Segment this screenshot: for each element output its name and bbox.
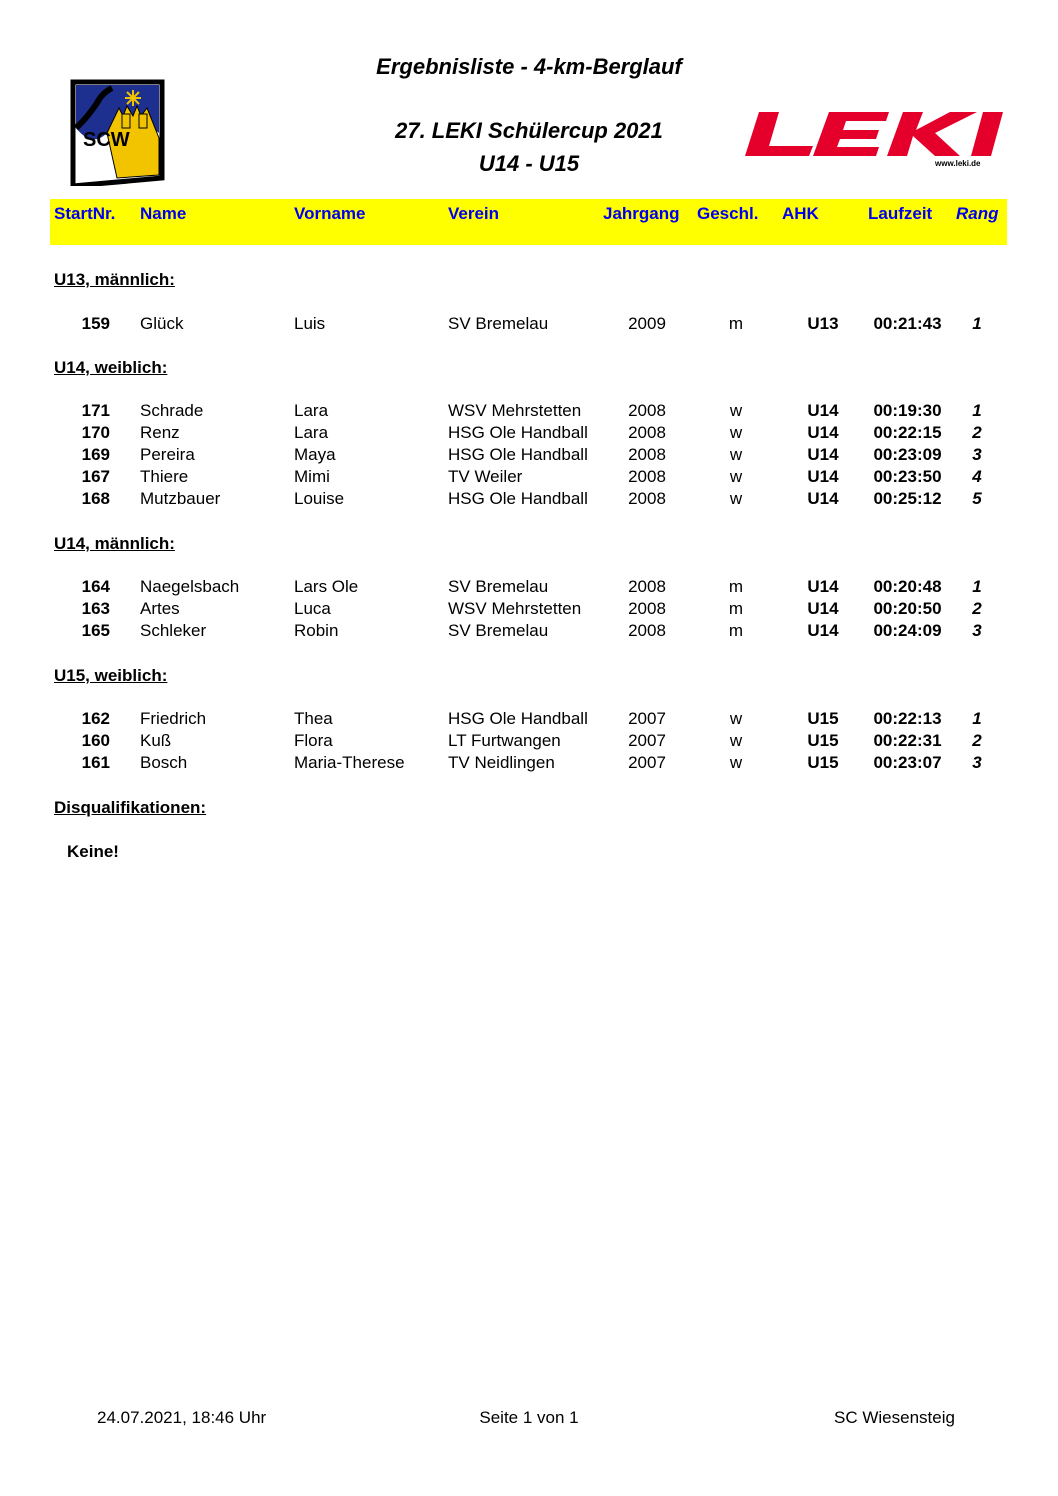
cell-rang: 1 <box>972 709 982 728</box>
cell-verein: HSG Ole Handball <box>448 445 588 464</box>
cell-rang: 2 <box>972 423 982 442</box>
cell-name: Glück <box>140 314 184 333</box>
cell-jahrgang: 2009 <box>628 314 666 333</box>
cell-startnr: 169 <box>81 445 110 464</box>
cell-vorname: Lara <box>294 401 329 420</box>
cell-jahrgang: 2008 <box>628 489 666 508</box>
section-title: U15, weiblich: <box>54 666 168 685</box>
header-rang: Rang <box>956 204 999 223</box>
table-row <box>0 621 1058 643</box>
cell-ahk: U15 <box>807 731 839 750</box>
document-title: Ergebnisliste - 4-km-Berglauf <box>376 54 682 79</box>
cell-verein: TV Weiler <box>448 467 523 486</box>
cell-vorname: Lara <box>294 423 329 442</box>
cell-ahk: U14 <box>807 401 839 420</box>
header-startnr: StartNr. <box>54 204 116 223</box>
cell-geschl: w <box>729 731 743 750</box>
cell-verein: SV Bremelau <box>448 621 549 640</box>
cell-laufzeit: 00:20:50 <box>873 599 942 618</box>
table-row <box>0 489 1058 511</box>
cell-geschl: m <box>728 314 744 333</box>
cell-jahrgang: 2008 <box>628 621 666 640</box>
table-row <box>0 467 1058 489</box>
cell-startnr: 159 <box>81 314 110 333</box>
club-crest-logo <box>67 78 168 186</box>
cell-rang: 2 <box>972 599 982 618</box>
cell-startnr: 164 <box>81 577 110 596</box>
cell-geschl: w <box>729 467 743 486</box>
header-geschl: Geschl. <box>697 204 759 223</box>
cell-ahk: U14 <box>807 489 839 508</box>
table-header <box>50 199 1007 245</box>
cell-verein: TV Neidlingen <box>448 753 555 772</box>
header-name: Name <box>140 204 187 223</box>
cell-geschl: w <box>729 401 743 420</box>
footer-club: SC Wiesensteig <box>834 1408 955 1427</box>
cell-jahrgang: 2008 <box>628 467 666 486</box>
cell-rang: 5 <box>972 489 982 508</box>
cell-jahrgang: 2008 <box>628 401 666 420</box>
cell-rang: 3 <box>972 621 982 640</box>
cell-jahrgang: 2008 <box>628 599 666 618</box>
cell-startnr: 167 <box>81 467 110 486</box>
cell-name: Artes <box>140 599 180 618</box>
cell-vorname: Lars Ole <box>294 577 359 596</box>
cell-ahk: U14 <box>807 621 839 640</box>
cell-rang: 1 <box>972 577 982 596</box>
cell-rang: 1 <box>972 314 982 333</box>
cell-verein: HSG Ole Handball <box>448 489 588 508</box>
cell-vorname: Thea <box>294 709 333 728</box>
cell-ahk: U14 <box>807 467 839 486</box>
cell-rang: 4 <box>972 467 982 486</box>
cell-ahk: U14 <box>807 599 839 618</box>
table-row <box>0 401 1058 423</box>
cell-name: Pereira <box>140 445 195 464</box>
leki-logo <box>745 108 1003 168</box>
cell-rang: 3 <box>972 753 982 772</box>
disqualifications-title: Disqualifikationen: <box>54 798 207 817</box>
cell-name: Kuß <box>140 731 172 750</box>
cell-vorname: Mimi <box>294 467 330 486</box>
cell-jahrgang: 2007 <box>628 709 666 728</box>
cell-laufzeit: 00:25:12 <box>873 489 942 508</box>
cell-jahrgang: 2008 <box>628 577 666 596</box>
header-jahrgang: Jahrgang <box>603 204 680 223</box>
cell-vorname: Maya <box>294 445 336 464</box>
cell-geschl: m <box>728 577 744 596</box>
cell-ahk: U14 <box>807 577 839 596</box>
cell-vorname: Maria-Therese <box>294 753 405 772</box>
cell-verein: HSG Ole Handball <box>448 423 588 442</box>
cell-startnr: 171 <box>81 401 110 420</box>
cell-verein: SV Bremelau <box>448 314 549 333</box>
cell-vorname: Louise <box>294 489 345 508</box>
cell-vorname: Flora <box>294 731 333 750</box>
header-laufzeit: Laufzeit <box>868 204 933 223</box>
cell-vorname: Luca <box>294 599 331 618</box>
cell-startnr: 163 <box>81 599 110 618</box>
cell-laufzeit: 00:23:07 <box>873 753 942 772</box>
cell-vorname: Robin <box>294 621 339 640</box>
cell-geschl: w <box>729 423 743 442</box>
header-vorname: Vorname <box>294 204 366 223</box>
table-row <box>0 599 1058 621</box>
cell-jahrgang: 2008 <box>628 445 666 464</box>
cell-geschl: w <box>729 753 743 772</box>
cell-vorname: Luis <box>294 314 326 333</box>
cell-jahrgang: 2008 <box>628 423 666 442</box>
footer-datetime: 24.07.2021, 18:46 Uhr <box>97 1408 267 1427</box>
header-verein: Verein <box>448 204 500 223</box>
cell-ahk: U14 <box>807 423 839 442</box>
category-title: U14 - U15 <box>478 151 580 176</box>
cell-geschl: m <box>728 621 744 640</box>
table-row <box>0 577 1058 599</box>
cell-laufzeit: 00:19:30 <box>873 401 942 420</box>
cell-jahrgang: 2007 <box>628 731 666 750</box>
cell-ahk: U14 <box>807 445 839 464</box>
cell-startnr: 165 <box>81 621 110 640</box>
cell-rang: 1 <box>972 401 982 420</box>
cell-verein: LT Furtwangen <box>448 731 561 750</box>
cell-geschl: w <box>729 489 743 508</box>
cell-geschl: m <box>728 599 744 618</box>
cell-laufzeit: 00:20:48 <box>873 577 942 596</box>
cell-ahk: U13 <box>807 314 839 333</box>
table-row <box>0 445 1058 467</box>
cell-rang: 3 <box>972 445 982 464</box>
cell-name: Schleker <box>140 621 207 640</box>
cell-name: Naegelsbach <box>140 577 240 596</box>
section-title: U13, männlich: <box>54 270 175 289</box>
table-row <box>0 731 1058 753</box>
cell-verein: WSV Mehrstetten <box>448 599 582 618</box>
section-title: U14, weiblich: <box>54 358 168 377</box>
cell-rang: 2 <box>972 731 982 750</box>
table-row <box>0 753 1058 775</box>
cell-ahk: U15 <box>807 709 839 728</box>
crest-letters: SCW <box>83 129 130 151</box>
disqualifications-text: Keine! <box>67 842 119 861</box>
cell-verein: WSV Mehrstetten <box>448 401 582 420</box>
leki-url: www.leki.de <box>935 159 981 168</box>
cell-name: Thiere <box>140 467 189 486</box>
cell-startnr: 160 <box>81 731 110 750</box>
cell-laufzeit: 00:22:31 <box>873 731 942 750</box>
event-title: 27. LEKI Schülercup 2021 <box>395 118 663 143</box>
footer-page: Seite 1 von 1 <box>479 1408 579 1427</box>
cell-laufzeit: 00:23:09 <box>873 445 942 464</box>
cell-laufzeit: 00:24:09 <box>873 621 942 640</box>
cell-name: Renz <box>140 423 180 442</box>
cell-laufzeit: 00:22:13 <box>873 709 942 728</box>
cell-verein: SV Bremelau <box>448 577 549 596</box>
cell-geschl: w <box>729 709 743 728</box>
cell-verein: HSG Ole Handball <box>448 709 588 728</box>
cell-name: Friedrich <box>140 709 207 728</box>
cell-name: Mutzbauer <box>140 489 221 508</box>
cell-jahrgang: 2007 <box>628 753 666 772</box>
cell-laufzeit: 00:22:15 <box>873 423 942 442</box>
table-row <box>0 709 1058 731</box>
header-ahk: AHK <box>782 204 819 223</box>
cell-laufzeit: 00:23:50 <box>873 467 942 486</box>
cell-ahk: U15 <box>807 753 839 772</box>
table-row <box>0 423 1058 445</box>
cell-name: Schrade <box>140 401 204 420</box>
table-row <box>0 314 1058 336</box>
cell-startnr: 161 <box>81 753 110 772</box>
cell-startnr: 170 <box>81 423 110 442</box>
cell-name: Bosch <box>140 753 188 772</box>
cell-startnr: 162 <box>81 709 110 728</box>
cell-laufzeit: 00:21:43 <box>873 314 942 333</box>
cell-startnr: 168 <box>81 489 110 508</box>
snowflake-icon <box>125 90 141 106</box>
section-title: U14, männlich: <box>54 534 175 553</box>
cell-geschl: w <box>729 445 743 464</box>
